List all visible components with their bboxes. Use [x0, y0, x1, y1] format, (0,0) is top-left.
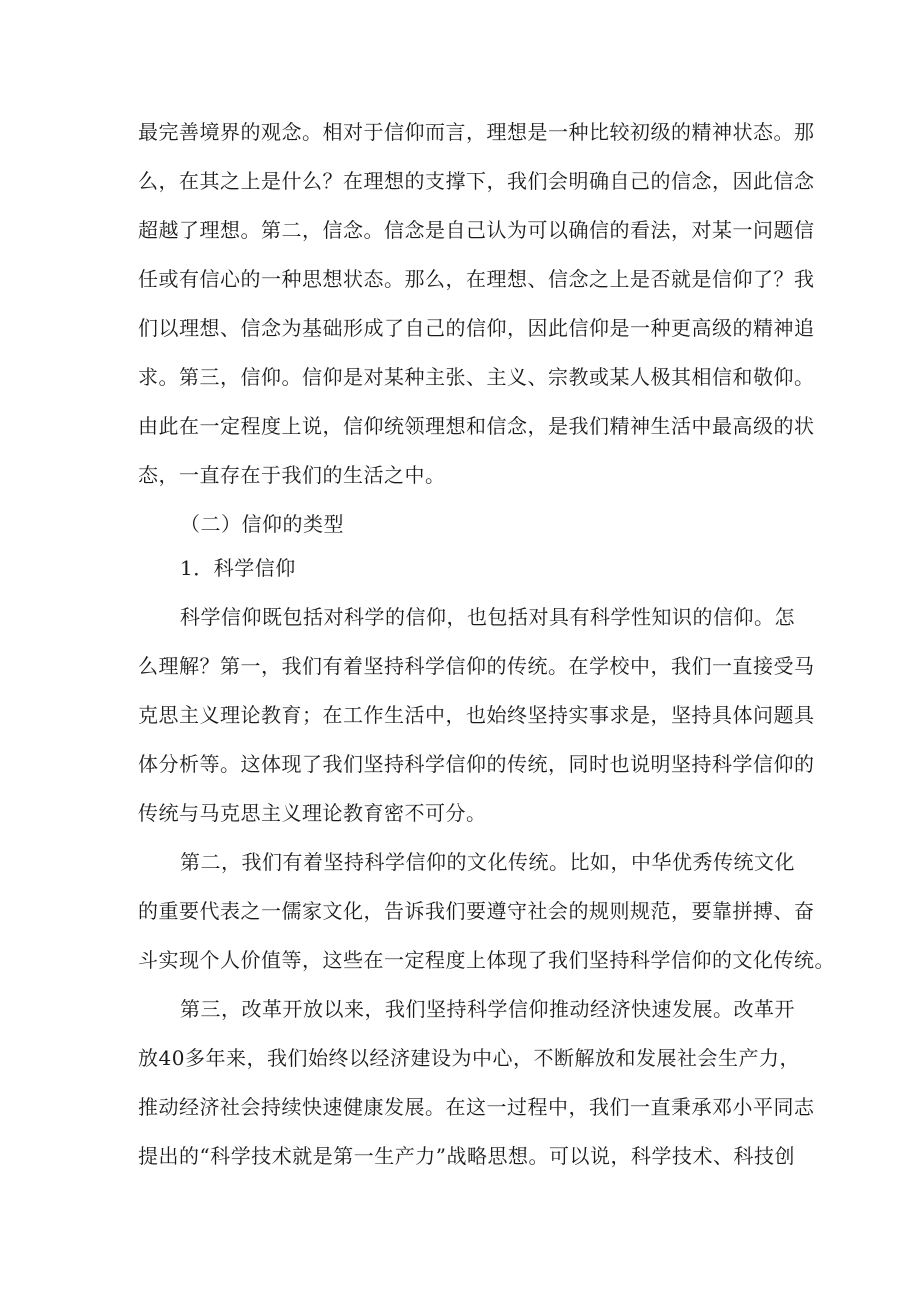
body-text-line: 体分析等。这体现了我们坚持科学信仰的传统，同时也说明坚持科学信仰的 — [138, 752, 815, 776]
section-heading: （二）信仰的类型 — [180, 512, 344, 536]
body-text-line: 求。第三，信仰。信仰是对某种主张、主义、宗教或某人极其相信和敬仰。 — [138, 365, 815, 389]
body-text-line: 放40多年来，我们始终以经济建设为中心，不断解放和发展社会生产力， — [138, 1046, 800, 1070]
body-text-line: 斗实现个人价值等，这些在一定程度上体现了我们坚持科学信仰的文化传统。 — [138, 948, 835, 972]
body-text-line: 么，在其之上是什么？在理想的支撑下，我们会明确自己的信念，因此信念 — [138, 169, 815, 193]
body-text-line: 们以理想、信念为基础形成了自己的信仰，因此信仰是一种更高级的精神追 — [138, 316, 815, 340]
body-text-line: 态，一直存在于我们的生活之中。 — [138, 463, 446, 487]
body-text-line: 第二，我们有着坚持科学信仰的文化传统。比如，中华优秀传统文化 — [180, 850, 795, 874]
body-text-line: 任或有信心的一种思想状态。那么，在理想、信念之上是否就是信仰了？我 — [138, 267, 815, 291]
body-text-line: 第三，改革开放以来，我们坚持科学信仰推动经济快速发展。改革开 — [180, 997, 795, 1021]
body-text-line: 传统与马克思主义理论教育密不可分。 — [138, 801, 487, 825]
body-text-line: 超越了理想。第二，信念。信念是自己认为可以确信的看法，对某一问题信 — [138, 218, 815, 242]
body-text-line: 么理解？第一，我们有着坚持科学信仰的传统。在学校中，我们一直接受马 — [138, 654, 815, 678]
body-text-line: 推动经济社会持续快速健康发展。在这一过程中，我们一直秉承邓小平同志 — [138, 1095, 815, 1119]
body-text-line: 的重要代表之一儒家文化，告诉我们要遵守社会的规则规范，要靠拼搏、奋 — [138, 899, 815, 923]
body-text-line: 最完善境界的观念。相对于信仰而言，理想是一种比较初级的精神状态。那 — [138, 120, 815, 144]
body-text-line: 科学信仰既包括对科学的信仰，也包括对具有科学性知识的信仰。怎 — [180, 605, 795, 629]
body-text-line: 由此在一定程度上说，信仰统领理想和信念，是我们精神生活中最高级的状 — [138, 414, 815, 438]
body-text-line: 提出的“科学技术就是第一生产力”战略思想。可以说，科学技术、科技创 — [138, 1144, 795, 1168]
body-text-line: 克思主义理论教育；在工作生活中，也始终坚持实事求是，坚持具体问题具 — [138, 703, 815, 727]
subsection-heading: 1．科学信仰 — [180, 556, 296, 580]
